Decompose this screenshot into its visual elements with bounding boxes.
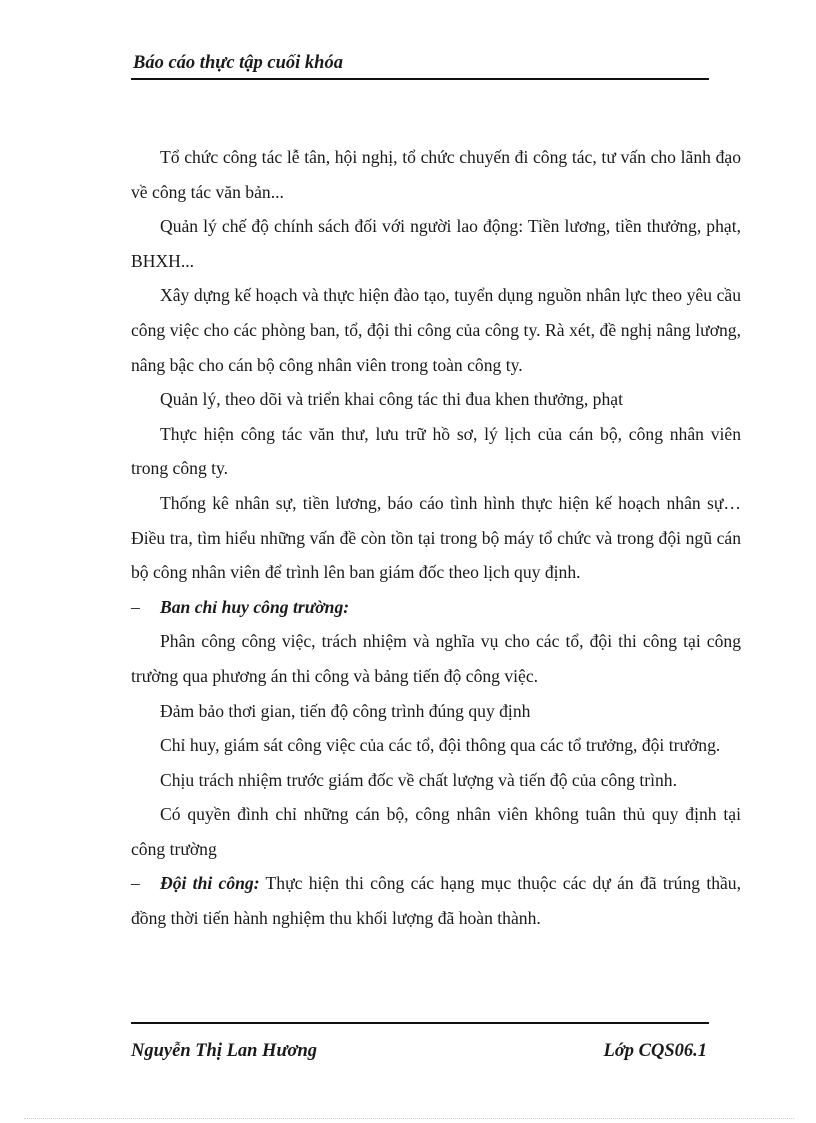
paragraph-text: Xây dựng kế hoạch và thực hiện đào tạo, tuyển dụng nguồn nhân lực theo yêu cầu công việc cho các phòng ban, tổ, đội thi công của công ty. Rà xét, đề nghị nâng lương, nâng bậc cho cán bộ công nhân viên trong toàn công ty. (131, 285, 741, 375)
paragraph-text: Đảm bảo thơi gian, tiến độ công trình đúng quy định (160, 700, 531, 721)
paragraph (131, 278, 741, 382)
paragraph-text: Phân công công việc, trách nhiệm và nghĩa vụ cho các tổ, đội thi công tại công trường qua phương án thi công và bảng tiến độ công việc. (131, 631, 741, 686)
paragraph (131, 209, 741, 278)
footer-author: Nguyễn Thị Lan Hương (131, 1041, 317, 1061)
paragraph (131, 140, 741, 209)
paragraph-text: Quản lý, theo dõi và triển khai công tác thi đua khen thưởng, phạt (160, 389, 623, 410)
paragraph (131, 728, 741, 763)
footer-rule (131, 1022, 709, 1024)
paragraph (131, 694, 741, 729)
paragraph-text: Có quyền đình chỉ những cán bộ, công nhân viên không tuân thủ quy định tại công trường (131, 804, 741, 859)
paragraph (131, 417, 741, 486)
paragraph-text: Chịu trách nhiệm trước giám đốc về chất lượng và tiến độ của công trình. (160, 769, 677, 790)
paragraph-text: Thực hiện công tác văn thư, lưu trữ hồ sơ, lý lịch của cán bộ, công nhân viên trong công ty. (131, 423, 741, 479)
paragraph-text: Tổ chức công tác lễ tân, hội nghị, tổ chức chuyến đi công tác, tư vấn cho lãnh đạo về công tác văn bản... (131, 147, 741, 202)
footer-class-label: Lớp CQS06.1 (603, 1041, 707, 1061)
paragraph-text: Thực hiện thi công các hạng mục thuộc các dự án đã trúng thầu, đồng thời tiến hành nghiệm thu khối lượng đã hoàn thành. (131, 873, 742, 929)
section-doi-thi-cong (131, 866, 741, 935)
paragraph (131, 624, 741, 693)
header-title: Báo cáo thực tập cuối khóa (133, 53, 343, 73)
page-edge-divider (24, 1118, 794, 1119)
section-heading-text: Ban chỉ huy công trường: (160, 596, 350, 617)
paragraph (131, 763, 741, 798)
dash-bullet: – (131, 596, 140, 617)
dash-bullet: – (131, 873, 140, 894)
paragraph-text: Quản lý chế độ chính sách đối với người lao động: Tiền lương, tiền thưởng, phạt, BHXH... (131, 216, 741, 271)
paragraph (131, 797, 741, 866)
section-heading-text: Đội thi công: (160, 873, 260, 894)
paragraph (131, 486, 741, 590)
paragraph-text: Thống kê nhân sự, tiền lương, báo cáo tình hình thực hiện kế hoạch nhân sự… Điều tra, tìm hiểu những vấn đề còn tồn tại trong bộ máy tổ chức và trong đội ngũ cán bộ công nhân viên để trình lên ban giám đốc theo lịch quy định. (131, 492, 741, 583)
page-header (131, 52, 709, 80)
section-heading-ban-chi-huy (131, 590, 741, 625)
paragraph (131, 382, 741, 417)
body-text (131, 140, 741, 936)
paragraph-text: Chỉ huy, giám sát công việc của các tổ, đội thông qua các tổ trưởng, đội trưởng. (160, 735, 721, 756)
